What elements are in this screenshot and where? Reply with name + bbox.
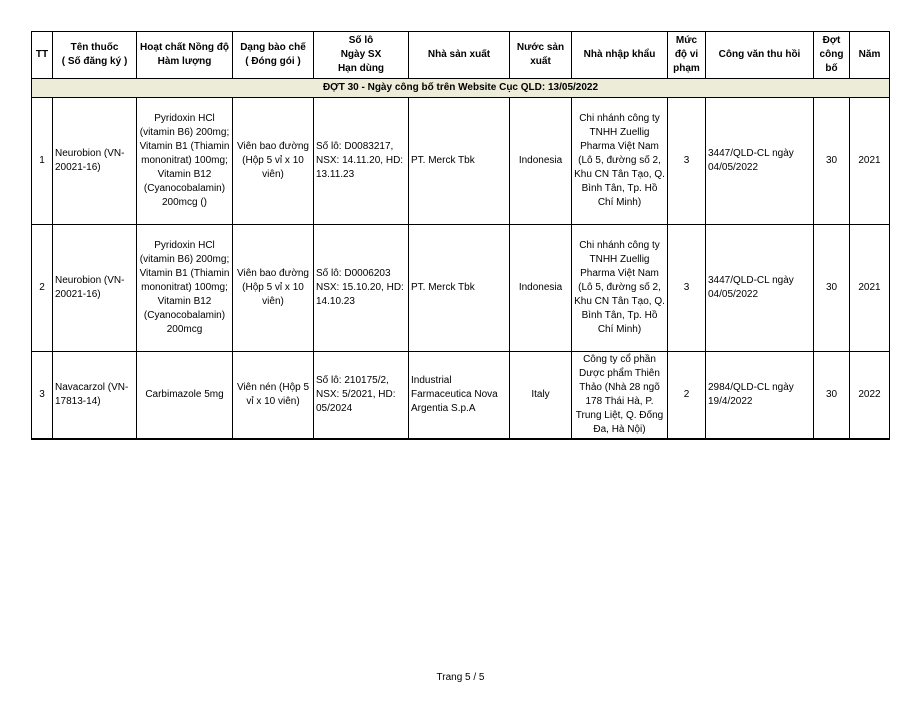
cell-dosage-form: Viên nén (Hộp 5 vỉ x 10 viên) [233, 352, 314, 440]
cell-drug-name: Navacarzol (VN-17813-14) [53, 352, 137, 440]
cell-dosage-form: Viên bao đường (Hộp 5 vỉ x 10 viên) [233, 98, 314, 225]
cell-year: 2022 [850, 352, 890, 440]
cell-dosage-form: Viên bao đường (Hộp 5 vỉ x 10 viên) [233, 225, 314, 352]
cell-tt: 1 [32, 98, 53, 225]
cell-batch: Số lô: 210175/2, NSX: 5/2021, HD: 05/2024 [314, 352, 409, 440]
cell-year: 2021 [850, 98, 890, 225]
header-active-ingredient: Hoạt chất Nồng độ Hàm lượng [137, 32, 233, 79]
cell-recall-document: 3447/QLD-CL ngày 04/05/2022 [706, 98, 814, 225]
cell-year: 2021 [850, 225, 890, 352]
cell-active-ingredient: Pyridoxin HCl (vitamin B6) 200mg; Vitamin B1 (Thiamin mononitrat) 100mg; Vitamin B12 (Cyanocobalamin) 200mcg () [137, 98, 233, 225]
header-year: Năm [850, 32, 890, 79]
cell-batch: Số lô: D0006203 NSX: 15.10.20, HD: 14.10.23 [314, 225, 409, 352]
cell-importer: Công ty cổ phần Dược phẩm Thiên Thảo (Nhà 28 ngõ 178 Thái Hà, P. Trung Liệt, Q. Đống Đa, Hà Nội) [572, 352, 668, 440]
cell-recall-document: 3447/QLD-CL ngày 04/05/2022 [706, 225, 814, 352]
cell-country: Indonesia [510, 225, 572, 352]
cell-batch-round: 30 [814, 98, 850, 225]
cell-tt: 3 [32, 352, 53, 440]
cell-batch-round: 30 [814, 225, 850, 352]
cell-tt: 2 [32, 225, 53, 352]
cell-manufacturer: Industrial Farmaceutica Nova Argentia S.p.A [409, 352, 510, 440]
cell-importer: Chi nhánh công ty TNHH Zuellig Pharma Việt Nam (Lô 5, đường số 2, Khu CN Tân Tạo, Q. Bình Tân, Tp. Hồ Chí Minh) [572, 98, 668, 225]
header-drug-name: Tên thuốc ( Số đăng ký ) [53, 32, 137, 79]
cell-drug-name: Neurobion (VN-20021-16) [53, 225, 137, 352]
header-recall-document: Công văn thu hồi [706, 32, 814, 79]
cell-importer: Chi nhánh công ty TNHH Zuellig Pharma Việt Nam (Lô 5, đường số 2, Khu CN Tân Tạo, Q. Bình Tân, Tp. Hồ Chí Minh) [572, 225, 668, 352]
cell-batch: Số lô: D0083217, NSX: 14.11.20, HD: 13.11.23 [314, 98, 409, 225]
table-row [32, 352, 890, 440]
cell-manufacturer: PT. Merck Tbk [409, 98, 510, 225]
cell-country: Indonesia [510, 98, 572, 225]
header-dosage-form: Dạng bào chế ( Đóng gói ) [233, 32, 314, 79]
cell-recall-document: 2984/QLD-CL ngày 19/4/2022 [706, 352, 814, 440]
cell-drug-name: Neurobion (VN-20021-16) [53, 98, 137, 225]
table-row [32, 98, 890, 225]
header-manufacturer: Nhà sản xuất [409, 32, 510, 79]
header-violation-level: Mức độ vi phạm [668, 32, 706, 79]
header-tt: TT [32, 32, 53, 79]
header-row [32, 32, 890, 79]
header-batch-round: Đợt công bố [814, 32, 850, 79]
cell-country: Italy [510, 352, 572, 440]
cell-violation-level: 2 [668, 352, 706, 440]
cell-batch-round: 30 [814, 352, 850, 440]
page-number: Trang 5 / 5 [436, 672, 485, 683]
header-importer: Nhà nhập khẩu [572, 32, 668, 79]
batch-title: ĐỢT 30 - Ngày công bố trên Website Cục QLD: 13/05/2022 [32, 79, 890, 98]
header-country: Nước sản xuất [510, 32, 572, 79]
cell-active-ingredient: Pyridoxin HCl (vitamin B6) 200mg; Vitamin B1 (Thiamin mononitrat) 100mg; Vitamin B12 (Cyanocobalamin) 200mcg [137, 225, 233, 352]
cell-violation-level: 3 [668, 98, 706, 225]
header-batch: Số lô Ngày SX Hạn dùng [314, 32, 409, 79]
cell-violation-level: 3 [668, 225, 706, 352]
batch-title-row [32, 79, 890, 98]
cell-manufacturer: PT. Merck Tbk [409, 225, 510, 352]
cell-active-ingredient: Carbimazole 5mg [137, 352, 233, 440]
table-row [32, 225, 890, 352]
recall-table [31, 31, 890, 440]
